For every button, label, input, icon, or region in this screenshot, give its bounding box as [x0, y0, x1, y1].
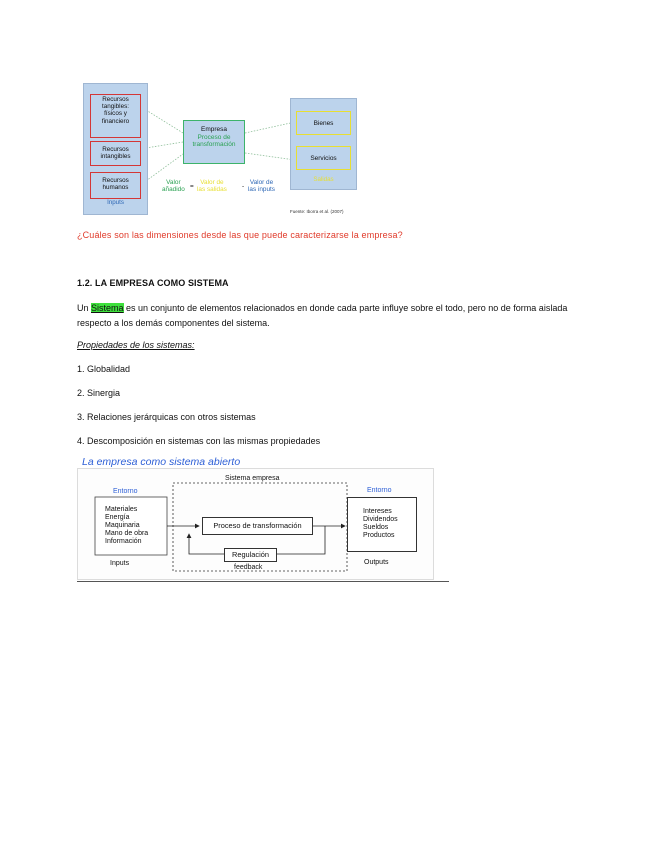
input-list: [105, 506, 148, 546]
minus-sign: -: [242, 183, 245, 190]
company-subtitle: transformación: [192, 141, 236, 148]
resource-text: financiero: [101, 117, 130, 125]
output-box-goods: Bienes: [296, 111, 351, 135]
value-added-label: [162, 179, 185, 193]
property-item: 3. Relaciones jerárquicas con otros sistemas: [77, 412, 256, 422]
company-title: Empresa: [200, 126, 227, 133]
equation-text: Valor: [166, 179, 181, 186]
system-label: Sistema empresa: [225, 475, 280, 482]
right-environment-heading: Entorno: [367, 487, 392, 494]
equation-text: Valor de: [200, 179, 224, 186]
inputs-footer: Inputs: [110, 560, 130, 567]
left-environment-heading: Entorno: [113, 488, 138, 495]
property-item: 2. Sinergia: [77, 388, 121, 398]
resource-text: Recursos: [102, 96, 129, 103]
equation-text: Valor de: [249, 179, 274, 186]
property-item: 4. Descomposición en sistemas con las mismas propiedades: [77, 436, 321, 446]
paragraph-prefix: Un: [77, 303, 92, 313]
resource-text: físicos y: [104, 110, 127, 118]
inputs-panel: [83, 83, 148, 215]
resource-text: Recursos: [102, 177, 129, 184]
paragraph-text: es un conjunto de elementos relacionados en donde cada parte influye sobre el todo, pero no de forma aislada respecto a los demás componentes del sistema.: [77, 303, 568, 328]
output-box-services: Servicios: [296, 146, 351, 170]
connector-line: [146, 154, 183, 181]
system-definition-paragraph: [77, 301, 577, 331]
dimensions-question: ¿Cuáles son las dimensiones desde las que puede caracterizarse la empresa?: [77, 230, 403, 240]
open-system-title: La empresa como sistema abierto: [82, 456, 241, 468]
list-item: Sueldos: [363, 524, 389, 531]
source-note: Fuente: Iborra et al. (2007): [290, 209, 344, 214]
section-heading: 1.2. LA EMPRESA COMO SISTEMA: [77, 278, 229, 288]
resource-text: tangibles:: [102, 103, 129, 111]
list-item: Maquinaria: [105, 522, 140, 529]
feedback-label: feedback: [234, 564, 263, 571]
open-system-diagram: [77, 468, 449, 586]
list-item: Materiales: [105, 506, 138, 513]
resource-box-tangible: [90, 94, 141, 138]
list-item: Productos: [363, 532, 395, 539]
company-subtitle: Proceso de: [197, 133, 231, 141]
figure-underline: [77, 581, 449, 582]
list-item: Energía: [105, 514, 130, 521]
connector-line: [146, 110, 183, 133]
resource-text: humanos: [102, 184, 129, 192]
resource-text: Recursos: [102, 146, 129, 153]
outputs-footer: Outputs: [364, 559, 389, 566]
outputs-value-label: [197, 179, 227, 193]
list-item: Dividendos: [363, 516, 398, 523]
resource-text: intangibles: [100, 153, 131, 161]
property-item: 1. Globalidad: [77, 364, 131, 374]
equation-text: añadido: [162, 186, 185, 194]
process-box: Proceso de transformación: [202, 517, 313, 535]
list-item: Intereses: [363, 508, 392, 515]
connector-line: [245, 153, 295, 160]
connector-line: [146, 142, 183, 148]
equation-text: las inputs: [248, 186, 275, 194]
highlighted-term: Sistema: [91, 303, 124, 313]
feedback-line-left: [189, 534, 224, 554]
resource-box-intangible: [90, 141, 141, 166]
resource-box-human: [90, 172, 141, 199]
regulation-box: Regulación: [224, 548, 277, 562]
list-item: Información: [105, 538, 142, 545]
properties-title: Propiedades de los sistemas:: [77, 340, 195, 350]
outputs-label: Salidas: [313, 176, 334, 183]
resources-diagram: [80, 78, 365, 218]
equals-sign: =: [190, 183, 194, 190]
equation-text: las salidas: [197, 186, 227, 194]
company-box: [183, 120, 245, 164]
outputs-panel: [290, 98, 357, 190]
inputs-label: Inputs: [107, 199, 124, 206]
connector-line: [245, 122, 295, 133]
list-item: Mano de obra: [105, 530, 149, 537]
output-list: [363, 508, 398, 540]
inputs-value-label: [248, 179, 275, 193]
